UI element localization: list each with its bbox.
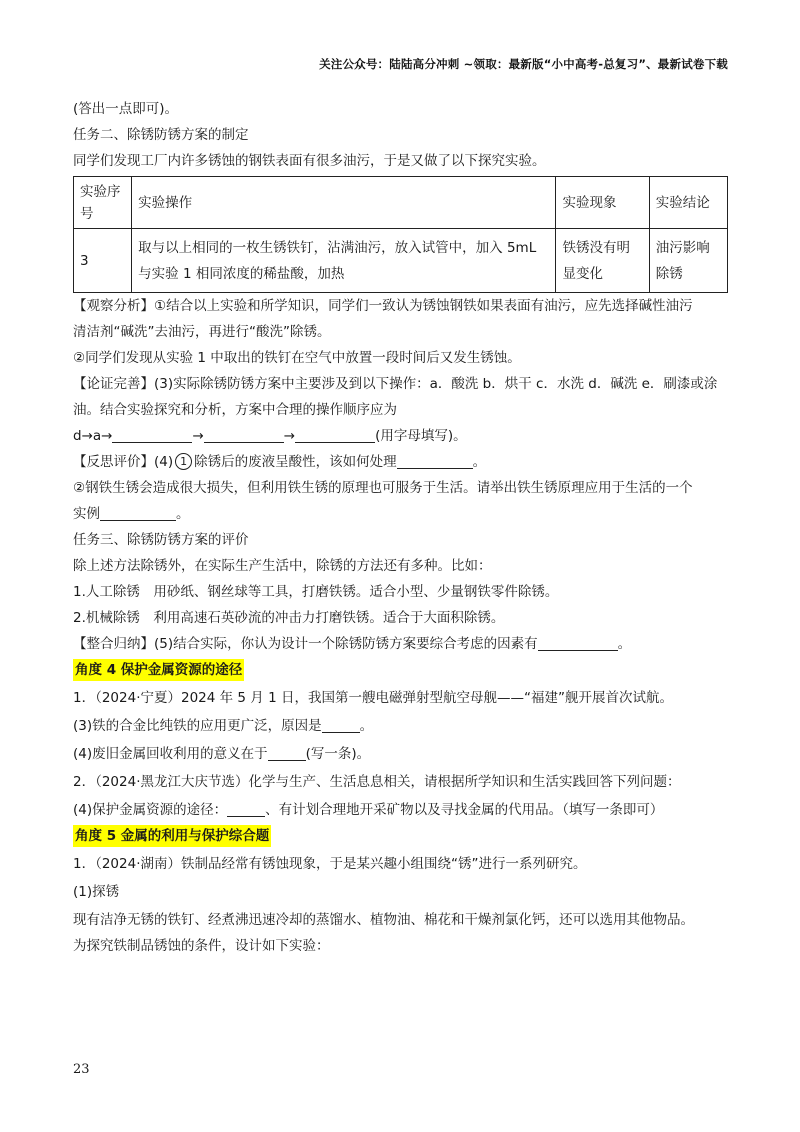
sequence-prefix: d→a→ xyxy=(73,428,113,444)
sequence-suffix: (用字母填写)。 xyxy=(375,428,467,444)
answer-blank-1[interactable] xyxy=(112,426,192,443)
td-phenomenon: 铁锈没有明显变化 xyxy=(556,229,649,293)
answer-blank-4[interactable] xyxy=(397,452,473,469)
method-1: 1.人工除锈 用砂纸、钢丝球等工具，打磨铁锈。适合小型、少量钢铁零件除锈。 xyxy=(73,584,559,600)
s4-q2-4-text: (4)保护金属资源的途径： xyxy=(73,802,228,818)
th-phenomenon: 实验现象 xyxy=(556,177,649,229)
s4-q2: 2．（2024·黑龙江大庆节选）化学与生产、生活息息相关，请根据所学知识和生活实践回答下列问题： xyxy=(73,774,681,790)
reflection-line-1 xyxy=(73,449,733,475)
s4-q2-4 xyxy=(73,797,733,823)
section-5-heading: 角度 5 金属的利用与保护综合题 xyxy=(73,825,271,847)
s4-q1: 1．（2024·宁夏）2024 年 5 月 1 日，我国第一艘电磁弹射型航空母舰——“福建”舰开展首次试航。 xyxy=(73,690,673,706)
td-operation: 取与以上相同的一枚生锈铁钉，沾满油污，放入试管中，加入 5mL 与实验 1 相同浓度的稀盐酸，加热 xyxy=(132,229,556,293)
observation-line-1: 【观察分析】①结合以上实验和所学知识，同学们一致认为锈蚀钢铁如果表面有油污，应先选择碱性油污 xyxy=(73,298,693,314)
s4-q1-3-end: 。 xyxy=(359,718,374,734)
td-conclusion: 油污影响除锈 xyxy=(649,229,727,293)
s4-q1-3 xyxy=(73,713,733,739)
s4-q1-4 xyxy=(73,741,733,767)
argument-line-1: 【论证完善】(3)实际除锈防锈方案中主要涉及到以下操作：a．酸洗 b．烘干 c．水洗 d．碱洗 e．刷漆或涂 xyxy=(73,376,718,392)
observation-line-2: 清洁剂“碱洗”去油污，再进行“酸洗”除锈。 xyxy=(73,324,331,340)
section-4-heading: 角度 4 保护金属资源的途径 xyxy=(73,659,244,681)
argument-line-2: 油。结合实验探究和分析，方案中合理的操作顺序应为 xyxy=(73,402,397,418)
experiment-table xyxy=(73,176,728,293)
intro-line-3: 同学们发现工厂内许多锈蚀的钢铁表面有很多油污，于是又做了以下探究实验。 xyxy=(73,153,546,169)
page-header: 关注公众号：陆陆高分冲刺 ~领取：最新版“小中高考-总复习”、最新试卷下载 xyxy=(319,57,728,71)
s5-paragraph-1: 现有洁净无锈的铁钉、经煮沸迅速冷却的蒸馏水、植物油、棉花和干燥剂氯化钙，还可以选用其他物品。 xyxy=(73,912,694,928)
s4-q1-3-text: (3)铁的合金比纯铁的应用更广泛，原因是 xyxy=(73,718,322,734)
answer-blank-9[interactable] xyxy=(227,800,265,817)
th-seq: 实验序号 xyxy=(74,177,132,229)
task3-intro: 除上述方法除锈外，在实际生产生活中，除锈的方法还有多种。比如： xyxy=(73,558,492,574)
reflection-line-2: ②钢铁生锈会造成很大损失，但利用铁生锈的原理也可服务于生活。请举出铁生锈原理应用于生活的一个 xyxy=(73,480,693,496)
reflection-end: 。 xyxy=(472,454,487,470)
answer-blank-2[interactable] xyxy=(204,426,284,443)
s4-q1-4-text: (4)废旧金属回收利用的意义在于 xyxy=(73,746,268,762)
answer-blank-3[interactable] xyxy=(295,426,375,443)
s5-sub1: (1)探锈 xyxy=(73,884,120,900)
answer-blank-7[interactable] xyxy=(322,716,360,733)
method-2: 2.机械除锈 利用高速石英砂流的冲击力打磨铁锈。适合于大面积除锈。 xyxy=(73,610,505,626)
section-4-heading-line xyxy=(73,657,733,683)
example-end: 。 xyxy=(176,506,190,522)
s4-q2-4-end: 、有计划合理地开采矿物以及寻找金属的代用品。（填写一条即可） xyxy=(265,802,664,818)
answer-blank-5[interactable] xyxy=(100,504,176,521)
table-row xyxy=(74,229,728,293)
intro-line-1: (答出一点即可)。 xyxy=(73,101,179,117)
answer-blank-6[interactable] xyxy=(538,634,618,651)
reflection-prefix: 【反思评价】(4) xyxy=(73,454,174,470)
circled-number: 1 xyxy=(175,453,192,470)
th-conclusion: 实验结论 xyxy=(649,177,727,229)
reflection-line-3 xyxy=(73,501,733,527)
summary-line xyxy=(73,631,733,657)
example-label: 实例 xyxy=(73,506,100,522)
s5-q1: 1．（2024·湖南）铁制品经常有锈蚀现象，于是某兴趣小组围绕“锈”进行一系列研究。 xyxy=(73,856,587,872)
arrow-1: → xyxy=(192,428,204,444)
task2-title: 任务二、除锈防锈方案的制定 xyxy=(73,127,249,143)
observation-line-3: ②同学们发现从实验 1 中取出的铁钉在空气中放置一段时间后又发生锈蚀。 xyxy=(73,350,521,366)
task3-title: 任务三、除锈防锈方案的评价 xyxy=(73,532,249,548)
arrow-2: → xyxy=(283,428,296,444)
td-seq: 3 xyxy=(74,229,132,293)
reflection-question: 除锈后的废液呈酸性，该如何处理 xyxy=(194,454,397,470)
s5-paragraph-2: 为探究铁制品锈蚀的条件，设计如下实验： xyxy=(73,938,330,954)
page-number: 23 xyxy=(73,1062,90,1077)
th-operation: 实验操作 xyxy=(132,177,556,229)
page-content xyxy=(73,96,733,959)
summary-end: 。 xyxy=(617,636,632,652)
table-header-row xyxy=(74,177,728,229)
s4-q1-4-end: (写一条)。 xyxy=(305,746,371,762)
argument-line-3 xyxy=(73,423,733,449)
summary-question: 【整合归纳】(5)结合实际，你认为设计一个除锈防锈方案要综合考虑的因素有 xyxy=(73,636,538,652)
answer-blank-8[interactable] xyxy=(268,744,306,761)
section-5-heading-line xyxy=(73,823,733,849)
